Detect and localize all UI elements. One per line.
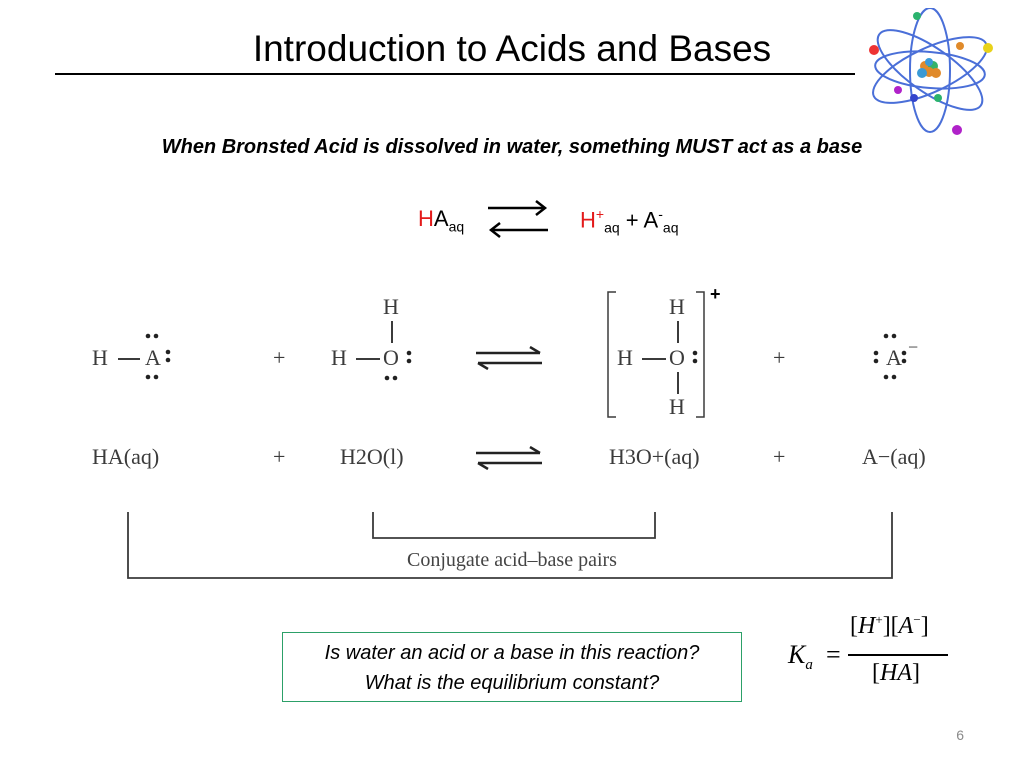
ka-num-a: A xyxy=(898,613,914,639)
rhs-hydrogen-charge: + xyxy=(595,206,605,222)
formula-plus-2: + xyxy=(773,444,786,469)
conjugate-pairs-label: Conjugate acid–base pairs xyxy=(407,549,617,571)
lhs-anion: A xyxy=(433,206,449,231)
formula-water: H2O(l) xyxy=(340,444,404,469)
slide-title: Introduction to Acids and Bases xyxy=(252,28,772,69)
page-number: 6 xyxy=(956,727,964,743)
ka-equals: = xyxy=(826,640,841,669)
formula-ha: HA(aq) xyxy=(92,444,160,469)
rhs-anion: A xyxy=(643,207,659,233)
ka-num-h-charge: + xyxy=(875,612,883,627)
water-left-hydrogen: H xyxy=(331,345,347,370)
rhs-hydrogen-sub: aq xyxy=(604,219,620,236)
hydronium-charge: + xyxy=(710,284,721,304)
hydronium-left-bond xyxy=(642,358,666,360)
water-horizontal-bond xyxy=(356,358,380,360)
lhs-subscript: aq xyxy=(448,218,465,235)
ka-num-h: H xyxy=(858,613,876,639)
ha-lone-pairs-icon xyxy=(140,333,176,381)
hydronium-oxygen: O xyxy=(669,345,685,370)
hydronium-lone-pair-icon xyxy=(669,345,705,375)
ka-numerator: [H+][A−] xyxy=(850,612,929,639)
atom-logo-icon xyxy=(862,8,1002,138)
hydronium-left-hydrogen: H xyxy=(617,345,633,370)
title-underline xyxy=(55,73,855,75)
rhs-anion-charge: - xyxy=(658,206,663,222)
plus-sign-1: + xyxy=(273,345,286,370)
ka-subscript: a xyxy=(805,657,813,674)
ka-fraction-bar xyxy=(848,654,948,656)
ka-k: K xyxy=(788,640,806,669)
lhs-hydrogen: H xyxy=(418,206,434,231)
ka-symbol xyxy=(788,640,813,674)
equilibrium-harpoons-icon-1 xyxy=(474,346,544,370)
question-line-1: Is water an acid or a base in this reaction? xyxy=(324,642,700,664)
ha-anion: A xyxy=(145,345,161,370)
simple-equation-rhs xyxy=(580,206,678,236)
hydronium-bottom-bond xyxy=(677,372,679,394)
water-vertical-bond xyxy=(391,321,393,343)
conjugate-pair-brackets-icon xyxy=(120,508,900,588)
question-line-2: What is the equilibrium constant? xyxy=(364,672,660,694)
rhs-hydrogen: H xyxy=(580,207,596,233)
simple-equation-lhs xyxy=(418,206,464,234)
equilibrium-harpoons-icon-2 xyxy=(474,446,544,470)
rhs-anion-sub: aq xyxy=(662,219,679,236)
water-oxygen: O xyxy=(383,345,399,370)
water-lone-pairs-icon xyxy=(383,345,419,385)
anion-charge: − xyxy=(908,337,919,357)
ka-den-ha: HA xyxy=(880,660,912,686)
hydronium-top-bond xyxy=(677,321,679,343)
ka-num-a-charge: − xyxy=(913,612,921,627)
formula-hydronium: H3O+(aq) xyxy=(609,444,700,469)
anion-a: A xyxy=(886,345,902,370)
equilibrium-arrows-icon xyxy=(486,196,550,240)
hydronium-top-hydrogen: H xyxy=(669,294,685,319)
ha-hydrogen: H xyxy=(92,345,108,370)
question-box xyxy=(282,632,742,702)
hydronium-bottom-hydrogen: H xyxy=(669,394,685,419)
water-top-hydrogen: H xyxy=(383,294,399,319)
slide-subtitle: When Bronsted Acid is dissolved in water, something MUST act as a base xyxy=(161,136,863,158)
ka-denominator: [HA] xyxy=(872,660,920,686)
formula-plus-1: + xyxy=(273,444,286,469)
plus-sign-2: + xyxy=(773,345,786,370)
rhs-plus: + xyxy=(625,207,639,233)
ha-bond xyxy=(118,358,140,360)
formula-anion: A−(aq) xyxy=(862,444,926,469)
